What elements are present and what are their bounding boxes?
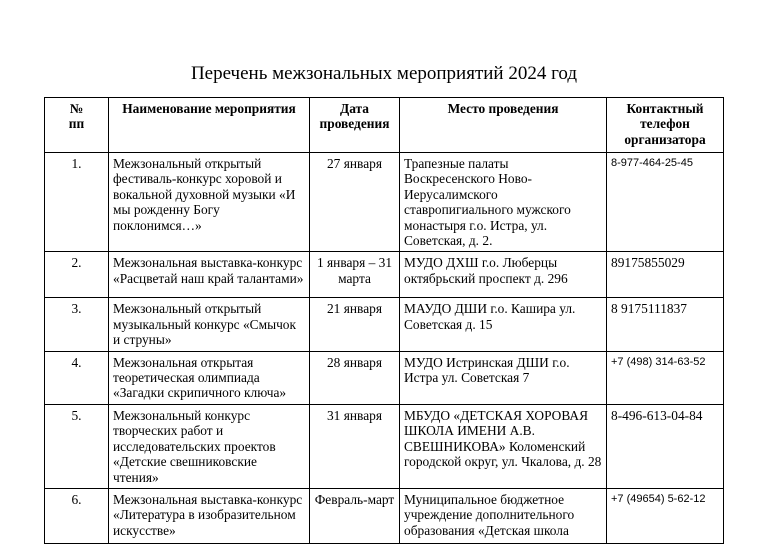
- event-name: Межзональная открытая теоретическая олимпиада «Загадки скрипичного ключа»: [109, 351, 310, 404]
- header-number: [45, 98, 109, 153]
- event-name: Межзональный открытый музыкальный конкурс «Смычок и струны»: [109, 298, 310, 351]
- row-number: 6.: [45, 488, 109, 543]
- event-name: Межзональный открытый фестиваль-конкурс хоровой и вокальной духовной музыки «И мы рожденну Богу поклонимся…»: [109, 153, 310, 252]
- row-number: 1.: [45, 153, 109, 252]
- event-phone: 8-977-464-25-45: [607, 153, 724, 252]
- event-date: Февраль-март: [310, 488, 400, 543]
- event-phone: +7 (498) 314-63-52: [607, 351, 724, 404]
- event-date: 1 января – 31 марта: [310, 252, 400, 298]
- header-place-label: Место проведения: [447, 101, 559, 116]
- event-phone: 8 9175111837: [607, 298, 724, 351]
- event-date: 31 января: [310, 404, 400, 488]
- event-phone: +7 (49654) 5-62-12: [607, 488, 724, 543]
- event-name: Межзональный конкурс творческих работ и исследовательских проектов «Детские свешниковские чтения»: [109, 404, 310, 488]
- document-title: Перечень межзональных мероприятий 2024 год: [190, 63, 578, 84]
- header-event-name: [109, 98, 310, 153]
- header-event-name-label: Наименование мероприятия: [122, 101, 296, 116]
- header-number-label: № пп: [68, 101, 85, 132]
- event-place: Муниципальное бюджетное учреждение дополнительного образования «Детская школа: [400, 488, 607, 543]
- event-date: 28 января: [310, 351, 400, 404]
- row-number: 3.: [45, 298, 109, 351]
- event-place: МАУДО ДШИ г.о. Кашира ул. Советская д. 15: [400, 298, 607, 351]
- table-row: [45, 488, 724, 543]
- event-place: Трапезные палаты Воскресенского Ново-Иерусалимского ставропигиального мужского монастыря г.о. Истра, ул. Советская, д. 2.: [400, 153, 607, 252]
- table-row: [45, 298, 724, 351]
- event-place: МБУДО «ДЕТСКАЯ ХОРОВАЯ ШКОЛА ИМЕНИ А.В. СВЕШНИКОВА» Коломенский городской округ, ул. Чкалова, д. 28: [400, 404, 607, 488]
- row-number: 4.: [45, 351, 109, 404]
- event-phone: 89175855029: [607, 252, 724, 298]
- table-header-row: [45, 98, 724, 153]
- event-place: МУДО Истринская ДШИ г.о. Истра ул. Советская 7: [400, 351, 607, 404]
- header-place: [400, 98, 607, 153]
- row-number: 2.: [45, 252, 109, 298]
- events-table: [44, 97, 724, 544]
- header-phone: [607, 98, 724, 153]
- table-row: [45, 252, 724, 298]
- table-row: [45, 404, 724, 488]
- event-phone: 8-496-613-04-84: [607, 404, 724, 488]
- header-phone-label: Контактный телефон организатора: [624, 101, 706, 147]
- table-row: [45, 351, 724, 404]
- event-date: 27 января: [310, 153, 400, 252]
- row-number: 5.: [45, 404, 109, 488]
- table-row: [45, 153, 724, 252]
- event-place: МУДО ДХШ г.о. Люберцы октябрьский проспект д. 296: [400, 252, 607, 298]
- event-date: 21 января: [310, 298, 400, 351]
- header-date: [310, 98, 400, 153]
- event-name: Межзональная выставка-конкурс «Расцветай наш край талантами»: [109, 252, 310, 298]
- event-name: Межзональная выставка-конкурс «Литература в изобразительном искусстве»: [109, 488, 310, 543]
- header-date-label: Дата проведения: [319, 101, 390, 132]
